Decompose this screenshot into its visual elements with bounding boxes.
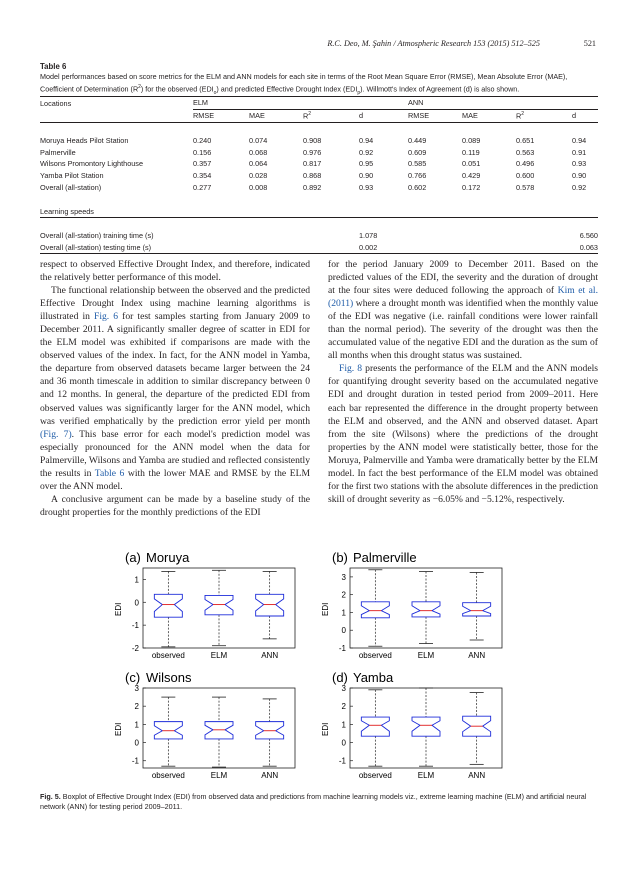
table-cell: 0.240 — [193, 135, 212, 145]
x-category-label: ELM — [210, 771, 228, 780]
table-cell: 0.651 — [516, 135, 535, 145]
x-category-label: ELM — [417, 771, 435, 780]
y-tick-label: -1 — [338, 644, 346, 653]
table-cell: 0.585 — [408, 159, 427, 169]
metric-label: RMSE — [408, 111, 430, 121]
x-category-label: observed — [358, 771, 392, 780]
row-location: Moruya Heads Pilot Station — [40, 135, 129, 145]
y-tick-label: 1 — [341, 720, 346, 730]
x-category-label: observed — [151, 651, 185, 660]
text-span: with the lower MAE and RMSE by the ELM over the ANN model. — [40, 467, 310, 492]
running-header — [40, 39, 598, 53]
panel-title: Yamba — [353, 670, 394, 685]
y-tick-label: 1 — [134, 720, 139, 730]
table-cell: 0.089 — [462, 135, 481, 145]
row-location: Yamba Pilot Station — [40, 171, 104, 181]
table-cell: 0.92 — [359, 147, 374, 157]
y-tick-label: -2 — [131, 644, 139, 653]
table-caption-c: ) for the observed (EDI — [140, 84, 214, 94]
y-tick-label: -1 — [131, 621, 139, 631]
metric-spacer — [40, 109, 193, 122]
body-column-right — [328, 258, 598, 506]
speed-row — [40, 242, 598, 254]
paragraph — [40, 284, 310, 493]
table-cell: 0.354 — [193, 171, 212, 181]
empty-cell — [193, 242, 359, 254]
box-ann — [256, 594, 284, 616]
fig7-link[interactable]: (Fig. 7) — [40, 428, 72, 440]
table-spacer-row — [40, 122, 598, 134]
box-elm — [205, 595, 233, 614]
row-location: Palmerville — [40, 147, 76, 157]
paragraph: A conclusive argument can be made by a baseline study of the drought properties for the monthly predictions of the EDI — [40, 493, 310, 518]
spacer-cell — [40, 122, 598, 134]
group-elm: ELM — [193, 97, 408, 110]
text-span: presents the performance of the ELM and the ANN models for quantifying drought severity based on the accumulated negative EDI and drought duration in tested period from 2009–2011. Here each bar represented the difference in the drought property between the ELM and observed, and the ANN and observed dataset. Apart from the site (Wilsons) where the predictions of the drought properties by the ANN model were statistically better, those for the Moruya, Palmerville and Yamba were dramatically better by the ELM model. In fact the best performance of the ELM model was obtained for the first two stations with the absolute differences in the prediction skill of drought severity as −6.05% and −5.12%, respectively. — [328, 363, 598, 505]
y-tick-label: -1 — [131, 756, 139, 766]
col-locations: Locations — [40, 97, 193, 110]
table-cell: 0.90 — [572, 171, 587, 181]
table-cell: 0.93 — [572, 159, 587, 169]
y-tick-label: 1 — [134, 575, 139, 585]
x-category-label: observed — [358, 651, 392, 660]
table-cell: 0.156 — [193, 147, 212, 157]
table-cell: 0.766 — [408, 171, 427, 181]
table-cell: 0.119 — [462, 147, 480, 157]
x-category-label: ANN — [261, 651, 279, 660]
table-cell: 0.563 — [516, 147, 535, 157]
y-tick-label: 0 — [134, 598, 139, 608]
box-observed — [154, 594, 182, 617]
panel-title-tag: (c) — [125, 670, 141, 685]
table-caption-sub2: p — [357, 90, 361, 97]
y-tick-label: 2 — [341, 702, 346, 712]
table-row — [40, 158, 598, 170]
metric-label: d — [359, 111, 364, 121]
metric-label: MAE — [249, 111, 265, 121]
metric-label: d — [572, 111, 577, 121]
box-observed — [361, 717, 389, 736]
body-column-left — [40, 258, 310, 519]
table-row — [40, 170, 598, 182]
panel-title-tag: (b) — [332, 550, 348, 565]
metric-sup: 2 — [521, 110, 525, 117]
table-row — [40, 134, 598, 146]
box-ann — [256, 722, 284, 739]
performance-table — [40, 96, 598, 254]
table-cell: 0.172 — [462, 182, 481, 192]
empty-cell — [193, 230, 359, 242]
table-body — [40, 122, 598, 254]
table-cell: 0.578 — [516, 182, 535, 192]
metric-label: R — [303, 111, 309, 121]
table-cell: 0.064 — [249, 159, 268, 169]
speed-row — [40, 230, 598, 242]
table-cell: 0.892 — [303, 182, 322, 192]
paragraph — [328, 362, 598, 506]
metric-header — [359, 109, 408, 122]
table-cell: 0.074 — [249, 135, 268, 145]
y-axis-label: EDI — [321, 722, 330, 736]
table-cell: 0.600 — [516, 171, 535, 181]
y-tick-label: 0 — [341, 738, 346, 748]
table6-link[interactable]: Table 6 — [94, 467, 125, 479]
group-ann: ANN — [408, 97, 598, 110]
y-tick-label: 3 — [134, 684, 139, 693]
metric-header — [462, 109, 516, 122]
table-cell: 0.051 — [462, 159, 481, 169]
table-cell: 0.868 — [303, 171, 322, 181]
table-cell: 0.92 — [572, 182, 587, 192]
speed-elm: 1.078 — [359, 231, 378, 241]
table-group-header-row — [40, 97, 598, 110]
panel-title-tag: (d) — [332, 670, 348, 685]
table-row — [40, 182, 598, 194]
table-spacer-row — [40, 217, 598, 229]
box-elm — [412, 602, 440, 617]
speeds-heading: Learning speeds — [40, 205, 598, 217]
metric-header — [193, 109, 249, 122]
fig6-link[interactable]: Fig. 6 — [93, 311, 119, 323]
table-caption-sup: 2 — [138, 84, 141, 91]
table-cell: 0.90 — [359, 171, 374, 181]
table-caption — [40, 72, 600, 99]
y-axis-label: EDI — [114, 602, 123, 616]
x-category-label: observed — [151, 771, 185, 780]
panel-title: Wilsons — [146, 670, 192, 685]
x-category-label: ELM — [417, 651, 435, 660]
text-span: . This base error for each model's prediction model was especially pronounced for the ANN model when the data for Palmerville, Wilsons and Yamba are studied and reflected consistently the results in — [40, 428, 310, 479]
table-cell: 0.357 — [193, 159, 212, 169]
speed-ann: 0.063 — [572, 242, 598, 254]
table-caption-b: Coefficient of Determination (R — [40, 84, 139, 94]
speed-ann: 6.560 — [579, 231, 598, 241]
x-category-label: ANN — [261, 771, 279, 780]
y-tick-label: 1 — [341, 608, 346, 618]
table-cell: 0.95 — [359, 159, 374, 169]
text-span: for test samples starting from January 2009 to December 2011. A significantly smaller degree of scatter in EDI for the ELM model was exhibited if comparisons are made with the observed values of the index. In fact, for the ANN model in Yamba, the departure from observed datasets became larger between the 24 and 36 month timescale in addition to similar discrepancy between 0 and 12 months. In general, the departure of the predicted EDI from observed values was significantly larger for the ANN model, which was verified emphatically by the prediction error yield per month — [40, 311, 310, 427]
speeds-heading-row — [40, 205, 598, 217]
box-observed — [154, 722, 182, 739]
speed-name: Overall (all-station) training time (s) — [40, 231, 154, 241]
table-cell: 0.449 — [408, 135, 427, 145]
table-caption-e: ). Willmott's Index of Agreement (d) is also shown. — [360, 84, 520, 94]
spacer-cell — [40, 217, 598, 229]
metric-label: RMSE — [193, 111, 215, 121]
table-cell: 0.94 — [359, 135, 374, 145]
x-category-label: ELM — [210, 651, 228, 660]
table-label: Table 6 — [40, 62, 67, 71]
metric-header — [303, 109, 359, 122]
speed-elm: 0.002 — [359, 242, 408, 254]
table-cell: 0.277 — [193, 182, 212, 192]
y-tick-label: 0 — [134, 738, 139, 748]
text-span: for the period January 2009 to December 2011. Based on the predicted values of the EDI, the severity and the duration of drought at the four sites were deduced following the approach of — [328, 259, 598, 297]
table-row — [40, 146, 598, 158]
table-cell: 0.93 — [359, 182, 374, 192]
figure-caption-label: Fig. 5. — [40, 792, 61, 801]
empty-cell — [408, 242, 572, 254]
y-tick-label: 3 — [341, 572, 346, 582]
metric-sup: 2 — [308, 110, 312, 117]
table-cell: 0.976 — [303, 147, 322, 157]
paragraph — [328, 258, 598, 362]
spacer-cell — [40, 193, 598, 205]
metric-header — [516, 109, 572, 122]
metric-label: R — [516, 111, 522, 121]
y-axis-label: EDI — [321, 602, 330, 616]
panel-title: Palmerville — [353, 550, 417, 565]
table-cell: 0.496 — [516, 159, 535, 169]
text-span: The functional relationship between the observed and the predicted Effective Drought Index using machine learning algorithms is illustrated in — [40, 285, 310, 323]
metric-header — [572, 109, 598, 122]
figure-caption-text: Boxplot of Effective Drought Index (EDI) from observed data and predictions from machine learning models viz., extreme learning machine (ELM) and artificial neural network (ANN) for testing period 2009–2011. — [40, 792, 587, 812]
fig8-link[interactable]: Fig. 8 — [339, 363, 363, 375]
table-caption-d: ) and predicted Effective Drought Index (EDI — [216, 84, 358, 94]
y-axis-label: EDI — [114, 722, 123, 736]
table-spacer-row — [40, 193, 598, 205]
table-cell: 0.609 — [408, 147, 427, 157]
y-tick-label: 2 — [134, 702, 139, 712]
metric-header — [408, 109, 462, 122]
empty-cell — [408, 230, 572, 242]
running-title: R.C. Deo, M. Şahin / Atmospheric Research 153 (2015) 512–525 — [327, 39, 540, 48]
y-tick-label: 0 — [341, 626, 346, 636]
y-tick-label: 2 — [341, 590, 346, 600]
panel-title-tag: (a) — [125, 550, 141, 565]
box-observed — [361, 602, 389, 618]
table-cell: 0.429 — [462, 171, 481, 181]
x-category-label: ANN — [468, 771, 486, 780]
table-cell: 0.008 — [249, 182, 268, 192]
panel-title: Moruya — [146, 550, 190, 565]
table-cell: 0.91 — [572, 147, 587, 157]
table-cell: 0.94 — [572, 135, 587, 145]
text-span: where a drought month was identified when the monthly value of the EDI was negative (i.e. rainfall conditions were lower rainfall than the normal period). The severity of the drought was then the accumulated value of the negative EDI and the duration as the sum of all months when this drought status was sustained. — [328, 298, 598, 362]
table-caption-a: Model performances based on score metrics for the ELM and ANN models for each site in terms of the Root Mean Square Error (RMSE), Mean Absolute Error (MAE), — [40, 72, 568, 81]
page-number: 521 — [583, 39, 596, 48]
box-elm — [205, 722, 233, 739]
paragraph: respect to observed Effective Drought Index, and therefore, indicated the relatively better performance of this model. — [40, 259, 310, 284]
box-elm — [412, 717, 440, 736]
row-location: Overall (all-station) — [40, 182, 102, 192]
box-ann — [463, 603, 491, 616]
kim-citation-link[interactable]: Kim et al. (2011) — [328, 285, 598, 310]
table-cell: 0.602 — [408, 182, 427, 192]
metric-header — [249, 109, 303, 122]
figure-caption — [40, 792, 600, 813]
table-metric-header-row — [40, 109, 598, 122]
metric-label: MAE — [462, 111, 478, 121]
x-category-label: ANN — [468, 651, 486, 660]
y-tick-label: 3 — [341, 684, 346, 693]
table-cell: 0.908 — [303, 135, 322, 145]
table-caption-sub1: o — [213, 90, 217, 97]
axes-frame — [143, 688, 295, 768]
row-location: Wilsons Promontory Lighthouse — [40, 159, 144, 169]
table-cell: 0.028 — [249, 171, 268, 181]
table-cell: 0.068 — [249, 147, 268, 157]
y-tick-label: -1 — [338, 756, 346, 766]
boxplot-figure — [100, 538, 540, 788]
speed-name: Overall (all-station) testing time (s) — [40, 242, 193, 254]
table-cell: 0.817 — [303, 159, 322, 169]
